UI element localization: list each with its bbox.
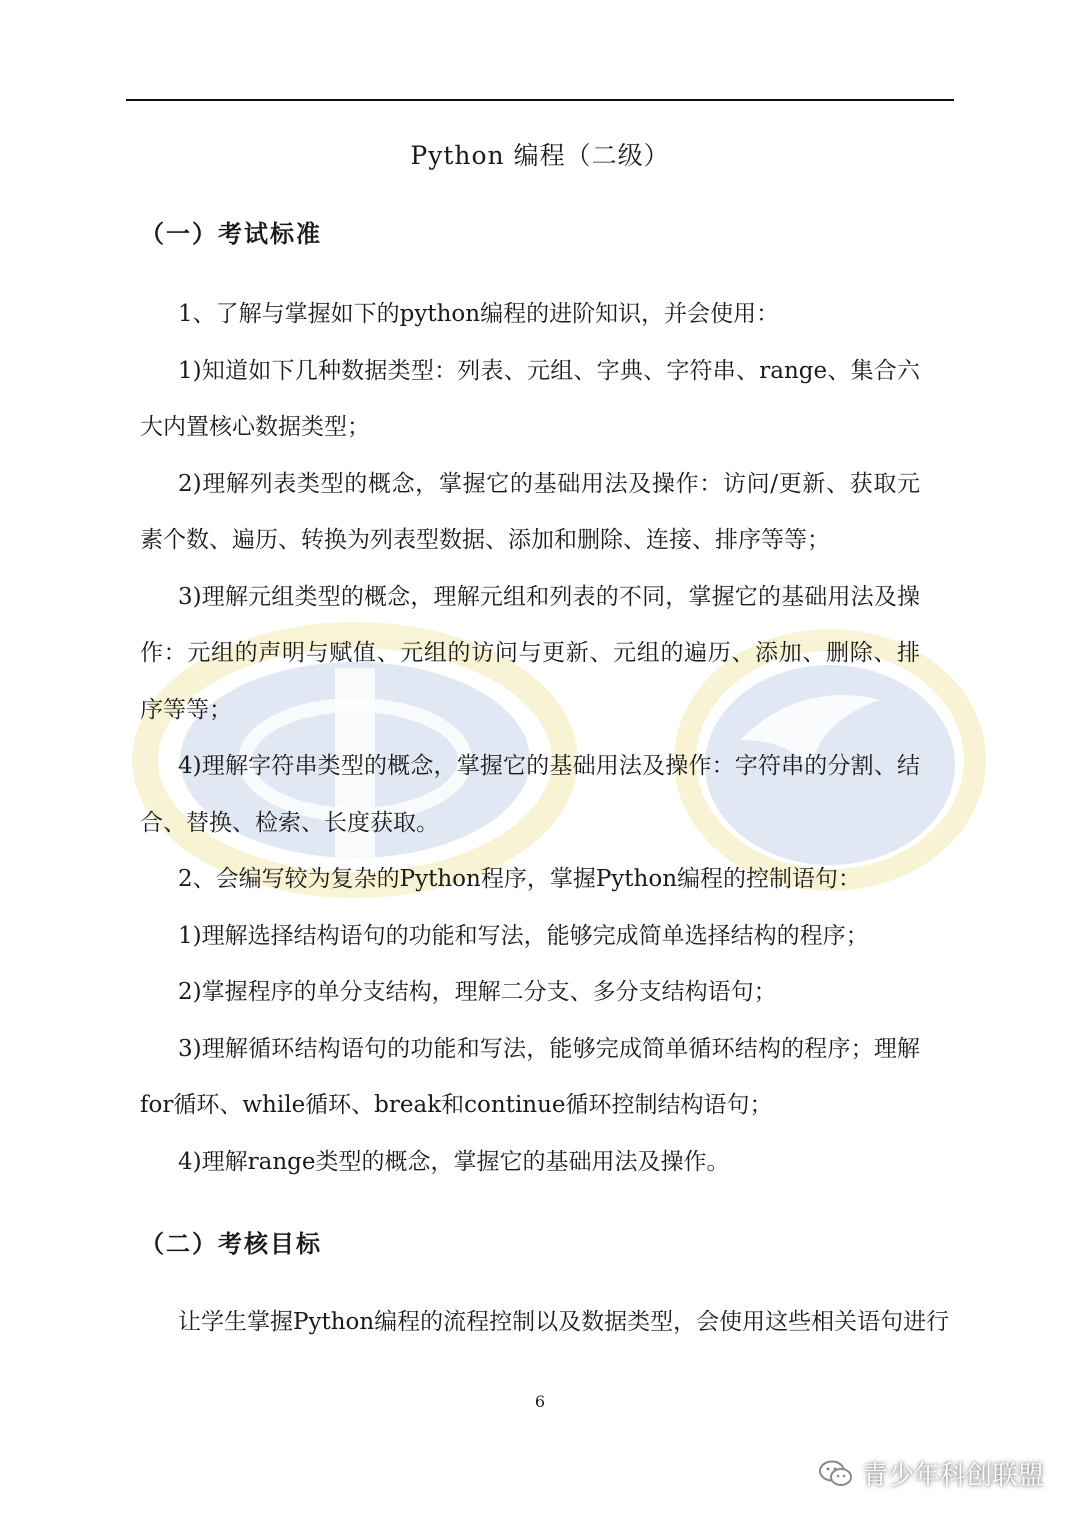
- paragraph: 3)理解循环结构语句的功能和写法，能够完成简单循环结构的程序；理解for循环、while循环、break和continue循环控制结构语句；: [140, 1035, 920, 1118]
- header-rule: [126, 99, 954, 101]
- paragraph: 让学生掌握Python编程的流程控制以及数据类型，会使用这些相关语句进行: [178, 1309, 950, 1335]
- paragraph: 4)理解range类型的概念，掌握它的基础用法及操作。: [178, 1148, 730, 1175]
- paragraph: 2)掌握程序的单分支结构，理解二分支、多分支结构语句；: [178, 979, 777, 1005]
- paragraph: 1)理解选择结构语句的功能和写法，能够完成简单选择结构的程序；: [178, 922, 869, 949]
- section-heading-assessment-goal: （二）考核目标: [140, 1230, 322, 1258]
- paragraph: 3)理解元组类型的概念，理解元组和列表的不同，掌握它的基础用法及操作：元组的声明与赋值、元组的访问与更新、元组的遍历、添加、删除、排序等等；: [140, 583, 920, 723]
- wechat-icon: [818, 1459, 854, 1489]
- paragraph: 2、会编写较为复杂的Python程序，掌握Python编程的控制语句：: [178, 866, 862, 892]
- section-heading-exam-standard: （一）考试标准: [140, 220, 322, 248]
- paragraph: 1、了解与掌握如下的python编程的进阶知识，并会使用：: [178, 301, 780, 327]
- footer-brand: [818, 1455, 1044, 1492]
- footer-brand-label: 青少年科创联盟: [861, 1461, 1044, 1491]
- paragraph: 4)理解字符串类型的概念，掌握它的基础用法及操作：字符串的分割、结合、替换、检索、长度获取。: [140, 753, 920, 836]
- section-body-exam-standard: [140, 286, 920, 1190]
- page-title: Python 编程（二级）: [410, 141, 670, 170]
- page-number: 6: [534, 1392, 546, 1411]
- paragraph: 1)知道如下几种数据类型：列表、元组、字典、字符串、range、集合六大内置核心数据类型；: [140, 357, 920, 440]
- paragraph: 2)理解列表类型的概念，掌握它的基础用法及操作：访问/更新、获取元素个数、遍历、转换为列表型数据、添加和删除、连接、排序等等；: [140, 470, 920, 553]
